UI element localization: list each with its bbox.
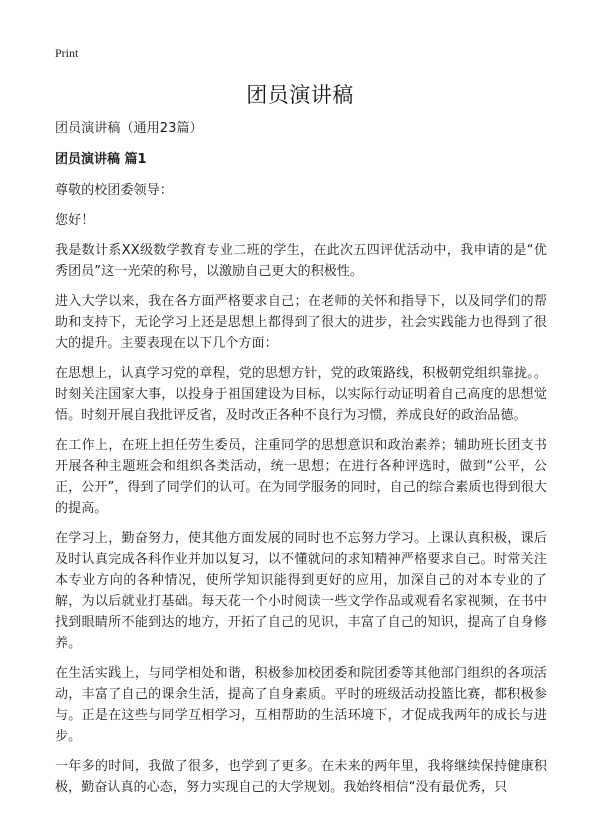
- paragraph-overview: 进入大学以来，我在各方面严格要求自己；在老师的关怀和指导下，以及同学们的帮助和支持下，无论学习上还是思想上都得到了很大的进步，社会实践能力也得到了很大的提升。主要表现在以下几个方面：: [55, 294, 547, 351]
- paragraph-conclusion: 一年多的时间，我做了很多，也学到了更多。在未来的两年里，我将继续保持健康积极，勤奋认真的心态，努力实现自己的大学规划。我始终相信“没有最优秀，只: [55, 759, 547, 795]
- paragraph-study: 在学习上，勤奋努力，使其他方面发展的同时也不忘努力学习。上课认真积极，课后及时认真完成各科作业并加以复习，以不懂就问的求知精神严格要求自己。时常关注本专业方向的各种情况，使所学知识能得到更好的应用，加深自己的对本专业的了解，为以后就业打基础。每天花一个小时阅读一些文学作品或观看名家视频，在书中找到眼睛所不能到达的地方，开拓了自己的见识，丰富了自己的知识，提高了自身修养。: [55, 531, 547, 651]
- paragraph-intro: 我是数计系XX级数学教育专业二班的学生，在此次五四评优活动中，我申请的是“优秀团员”这一光荣的称号，以激励自己更大的积极性。: [55, 243, 547, 279]
- paragraph-ideology: 在思想上，认真学习党的章程，党的思想方针，党的政策路线，积极朝党组织靠拢。。时刻关注国家大事，以投身于祖国建设为目标，以实际行动证明着自己高度的思想觉悟。时刻开展自我批评反省，及时改正各种不良行为习惯，养成良好的政治品德。: [55, 366, 547, 423]
- greeting: 您好！: [55, 213, 95, 228]
- document-title: 团员演讲稿: [246, 83, 354, 107]
- salutation: 尊敬的校团委领导：: [55, 183, 173, 198]
- section-heading: 团员演讲稿 篇1: [55, 152, 147, 167]
- paragraph-work: 在工作上，在班上担任劳生委员，注重同学的思想意识和政治素养；辅助班长团支书开展各种主题班会和组织各类活动，统一思想；在进行各种评选时，做到“公平，公正，公开”，得到了同学们的认可。在为同学服务的同时，自己的综合素质也得到很大的提高。: [55, 438, 547, 516]
- paragraph-life: 在生活实践上，与同学相处和谐，积极参加校团委和院团委等其他部门组织的各项活动，丰富了自己的课余生活，提高了自身素质。平时的班级活动投篮比赛，都积极参与。正是在这些与同学互相学习，互相帮助的生活环境下，才促成我两年的成长与进步。: [55, 666, 547, 744]
- document-subtitle: 团员演讲稿（通用23篇）: [55, 121, 203, 136]
- print-label: Print: [55, 46, 79, 60]
- document-body: [55, 118, 547, 807]
